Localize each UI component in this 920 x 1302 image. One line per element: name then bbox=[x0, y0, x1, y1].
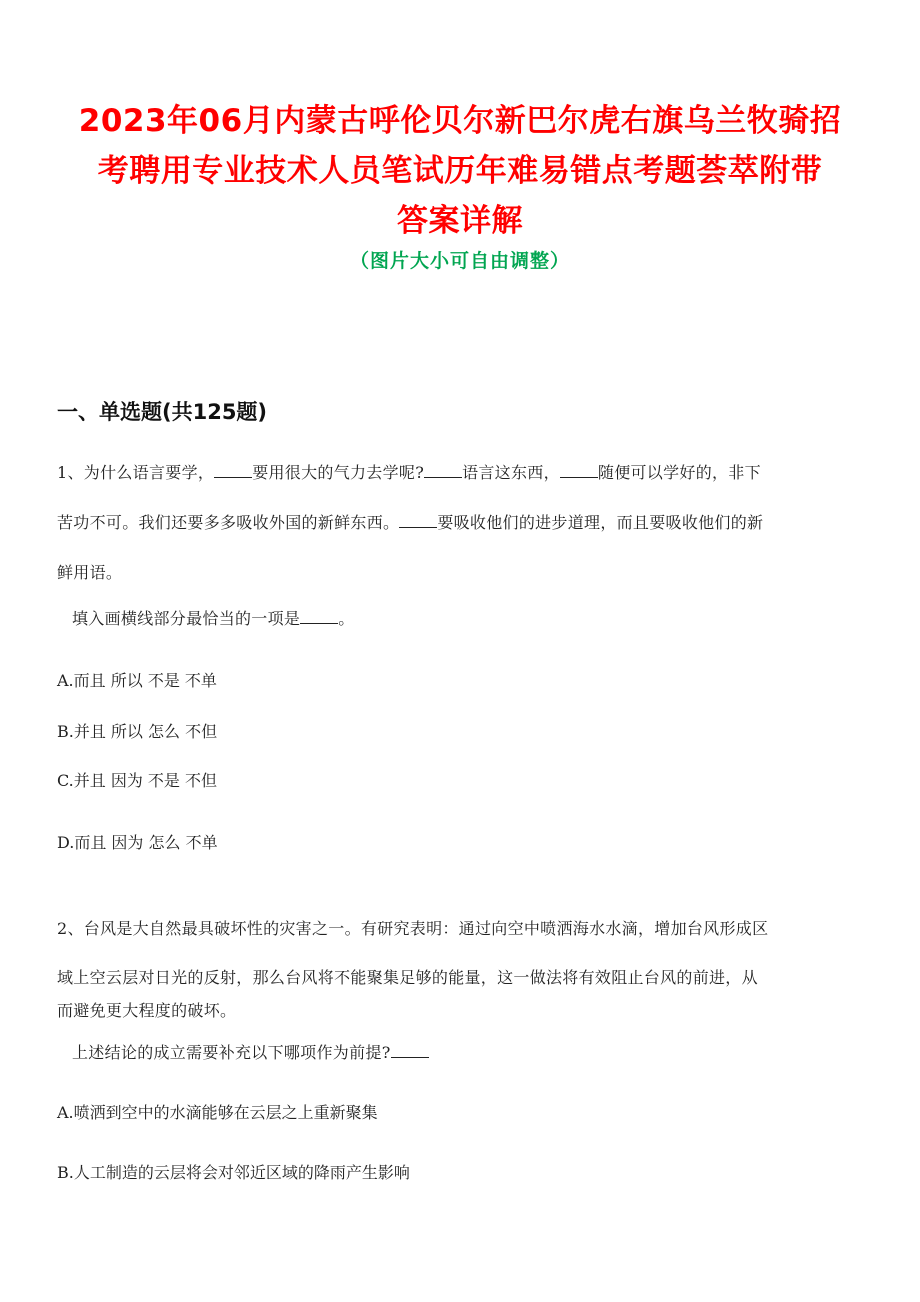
title-line-1: 2023年06月内蒙古呼伦贝尔新巴尔虎右旗乌兰牧骑招 bbox=[78, 103, 842, 139]
stem-text: 苦功不可。我们还要多多吸收外国的新鲜东西。 bbox=[57, 513, 400, 532]
prompt-text: 上述结论的成立需要补充以下哪项作为前提? bbox=[72, 1043, 391, 1062]
section-heading: 一、单选题(共125题) bbox=[57, 400, 268, 424]
question-2-stem-line-1 bbox=[57, 916, 867, 939]
answer-blank bbox=[300, 609, 338, 624]
question-1-option-a: A.而且 所以 不是 不单 bbox=[57, 671, 217, 690]
stem-text: 台风是大自然最具破坏性的灾害之一。有研究表明：通过向空中喷洒海水水滴，增加台风形成区 bbox=[83, 919, 769, 938]
question-1-stem-line-2 bbox=[57, 510, 867, 533]
document-title bbox=[40, 96, 880, 246]
blank-2 bbox=[424, 463, 462, 478]
title-line-3: 答案详解 bbox=[397, 203, 523, 239]
blank-1 bbox=[214, 463, 252, 478]
question-number: 2、 bbox=[57, 919, 84, 938]
question-1-stem-line-1 bbox=[57, 460, 867, 483]
question-2-option-a: A.喷洒到空中的水滴能够在云层之上重新聚集 bbox=[57, 1103, 378, 1122]
stem-text: 要吸收他们的进步道理，而且要吸收他们的新 bbox=[437, 513, 764, 532]
prompt-end: 。 bbox=[338, 609, 355, 628]
question-1-option-c: C.并且 因为 不是 不但 bbox=[57, 771, 218, 790]
question-number: 1、 bbox=[57, 463, 84, 482]
image-resize-note: （图片大小可自由调整） bbox=[349, 250, 570, 272]
stem-text: 随便可以学好的，非下 bbox=[597, 463, 761, 482]
stem-text: 为什么语言要学， bbox=[83, 463, 215, 482]
question-2-stem-line-2: 域上空云层对日光的反射，那么台风将不能聚集足够的能量，这一做法将有效阻止台风的前进，从 bbox=[57, 968, 758, 987]
question-1-option-b: B.并且 所以 怎么 不但 bbox=[57, 722, 218, 741]
title-line-2: 考聘用专业技术人员笔试历年难易错点考题荟萃附带 bbox=[97, 153, 823, 189]
stem-text: 要用很大的气力去学呢? bbox=[252, 463, 425, 482]
stem-text: 语言这东西， bbox=[462, 463, 560, 482]
question-1-prompt bbox=[72, 606, 882, 629]
blank-4 bbox=[399, 513, 437, 528]
answer-blank bbox=[391, 1043, 429, 1058]
question-1-option-d: D.而且 因为 怎么 不单 bbox=[57, 833, 218, 852]
question-2-prompt bbox=[72, 1040, 882, 1063]
prompt-text: 填入画横线部分最恰当的一项是 bbox=[72, 609, 301, 628]
question-2-option-b: B.人工制造的云层将会对邻近区域的降雨产生影响 bbox=[57, 1163, 410, 1182]
question-2-stem-line-3: 而避免更大程度的破坏。 bbox=[57, 1001, 237, 1020]
blank-3 bbox=[560, 463, 598, 478]
question-1-stem-line-3: 鲜用语。 bbox=[57, 563, 123, 582]
